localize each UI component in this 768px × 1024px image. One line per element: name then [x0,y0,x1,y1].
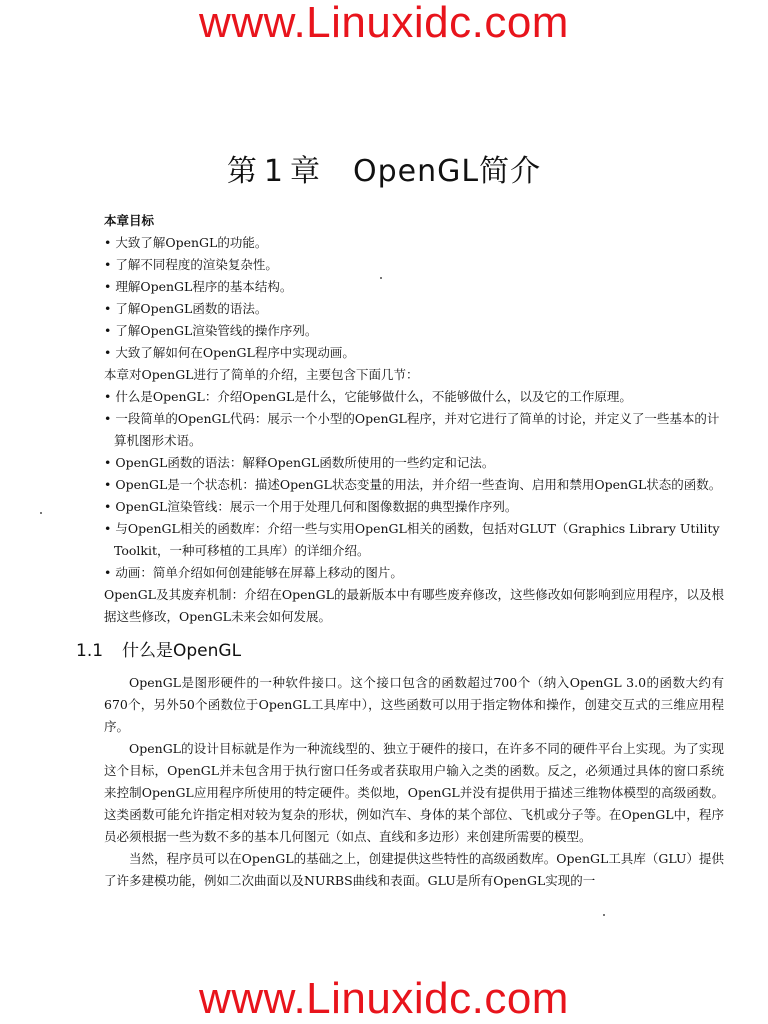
page-body [76,210,724,892]
overview-item: • 与OpenGL相关的函数库：介绍一些与实用OpenGL相关的函数，包括对GLUT（Graphics Library Utility Toolkit，一种可移植的工具库）的详细介绍。 [104,518,724,562]
overview-item: • 动画：简单介绍如何创建能够在屏幕上移动的图片。 [104,562,724,584]
overview-item: • OpenGL函数的语法：解释OpenGL函数所使用的一些约定和记法。 [104,452,724,474]
scan-speck [380,277,382,279]
overview-item: • OpenGL渲染管线：展示一个用于处理几何和图像数据的典型操作序列。 [104,496,724,518]
goal-item: • 了解OpenGL函数的语法。 [104,298,724,320]
chapter-suffix: 章 [290,154,321,189]
body-paragraph: OpenGL的设计目标就是作为一种流线型的、独立于硬件的接口，在许多不同的硬件平台上实现。为了实现这个目标，OpenGL并未包含用于执行窗口任务或者获取用户输入之类的函数。反之，必须通过具体的窗口系统来控制OpenGL应用程序所使用的特定硬件。类似地，OpenGL并没有提供用于描述三维物体模型的高级函数。这类函数可能允许指定相对较为复杂的形状，例如汽车、身体的某个部位、飞机或分子等。在OpenGL中，程序员必须根据一些为数不多的基本几何图元（如点、直线和多边形）来创建所需要的模型。 [104,741,724,844]
scan-speck [603,914,605,916]
goal-item: • 了解OpenGL渲染管线的操作序列。 [104,320,724,342]
section-number: 1.1 [76,641,104,661]
deprecation-paragraph: OpenGL及其废弃机制：介绍在OpenGL的最新版本中有哪些废弃修改，这些修改如何影响到应用程序，以及根据这些修改，OpenGL未来会如何发展。 [104,587,724,624]
goal-item: • 理解OpenGL程序的基本结构。 [104,276,724,298]
overview-item: • 什么是OpenGL：介绍OpenGL是什么，它能够做什么，不能够做什么，以及它的工作原理。 [104,386,724,408]
scan-speck [40,512,42,514]
chapter-prefix: 第 [226,154,258,189]
chapter-title [0,146,768,190]
chapter-number: 1 [263,154,284,189]
overview-item: • OpenGL是一个状态机：描述OpenGL状态变量的用法，并介绍一些查询、启用和禁用OpenGL状态的函数。 [104,474,724,496]
section-heading [76,638,724,664]
watermark-top: www.Linuxidc.com [199,0,569,47]
goal-item: • 大致了解如何在OpenGL程序中实现动画。 [104,342,724,364]
goal-item: • 大致了解OpenGL的功能。 [104,232,724,254]
goal-item: • 了解不同程度的渲染复杂性。 [104,254,724,276]
section-title-text: 什么是OpenGL [122,641,242,661]
body-paragraph: OpenGL是图形硬件的一种软件接口。这个接口包含的函数超过700个（纳入OpenGL 3.0的函数大约有670个，另外50个函数位于OpenGL工具库中），这些函数可以用于指定物体和操作，创建交互式的三维应用程序。 [104,675,724,734]
intro-text: 本章对OpenGL进行了简单的介绍，主要包含下面几节： [104,367,419,382]
chapter-name: OpenGL简介 [353,154,542,189]
body-paragraph: 当然，程序员可以在OpenGL的基础之上，创建提供这些特性的高级函数库。OpenGL工具库（GLU）提供了许多建模功能，例如二次曲面以及NURBS曲线和表面。GLU是所有OpenGL实现的一 [104,851,724,888]
goals-heading: 本章目标 [104,213,155,228]
overview-item: • 一段简单的OpenGL代码：展示一个小型的OpenGL程序，并对它进行了简单的讨论，并定义了一些基本的计算机图形术语。 [104,408,724,452]
watermark-bottom: www.Linuxidc.com [199,974,569,1023]
